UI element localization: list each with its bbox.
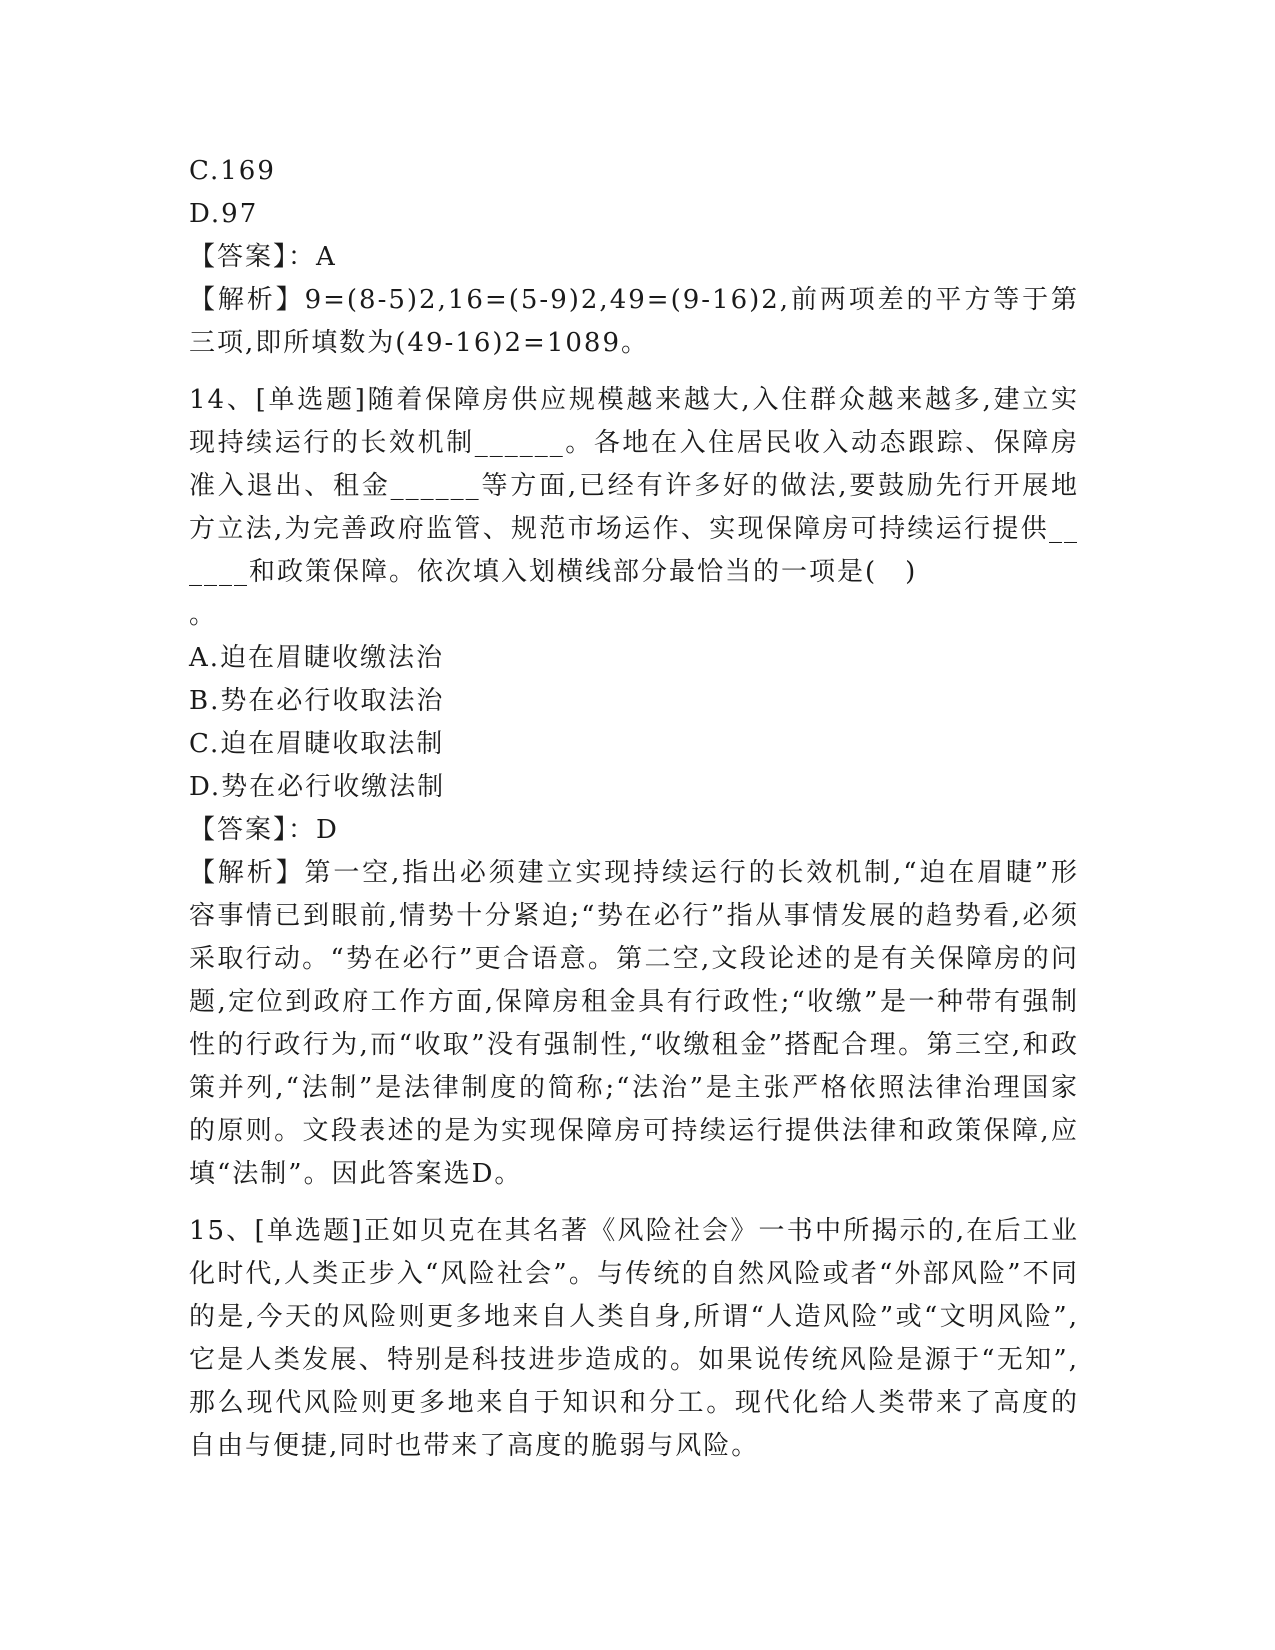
- q14-option-c: C.迫在眉睫收取法制: [189, 729, 445, 759]
- q13-option-d: D.97: [189, 199, 259, 229]
- q15-stem: 15、[单选题]正如贝克在其名著《风险社会》一书中所揭示的,在后工业化时代,人类正步入“风险社会”。与传统的自然风险或者“外部风险”不同的是,今天的风险则更多地来自人类自身,所谓“人造风险”或“文明风险”,它是人类发展、特别是科技进步造成的。如果说传统风险是源于“无知”,那么现代风险则更多地来自于知识和分工。现代化给人类带来了高度的自由与便捷,同时也带来了高度的脆弱与风险。: [189, 1216, 1079, 1461]
- spacer: [189, 1196, 1079, 1210]
- q13-analysis: 【解析】9=(8-5)2,16=(5-9)2,49=(9-16)2,前两项差的平方等于第三项,即所填数为(49-16)2=1089。: [189, 285, 1079, 358]
- q14-stem: 14、[单选题]随着保障房供应规模越来越大,入住群众越来越多,建立实现持续运行的长效机制______。各地在入住居民收入动态跟踪、保障房准入退出、租金______等方面,已经有许多好的做法,要鼓励先行开展地方立法,为完善政府监管、规范市场运作、实现保障房可持续运行提供______和政策保障。依次填入划横线部分最恰当的一项是( ): [189, 385, 1079, 587]
- q13-option-c: C.169: [189, 156, 276, 186]
- spacer: [189, 365, 1079, 379]
- q14-stem-tail: 。: [189, 600, 218, 630]
- q14-option-d: D.势在必行收缴法制: [189, 772, 446, 802]
- q14-option-b: B.势在必行收取法治: [189, 686, 445, 716]
- q14-option-a: A.迫在眉睫收缴法治: [189, 643, 445, 673]
- document-page: [189, 150, 1079, 1468]
- q14-analysis: 【解析】第一空,指出必须建立实现持续运行的长效机制,“迫在眉睫”形容事情已到眼前,情势十分紧迫;“势在必行”指从事情发展的趋势看,必须采取行动。“势在必行”更合语意。第二空,文段论述的是有关保障房的问题,定位到政府工作方面,保障房租金具有行政性;“收缴”是一种带有强制性的行政行为,而“收取”没有强制性,“收缴租金”搭配合理。第三空,和政策并列,“法制”是法律制度的简称;“法治”是主张严格依照法律治理国家的原则。文段表述的是为实现保障房可持续运行提供法律和政策保障,应填“法制”。因此答案选D。: [189, 858, 1079, 1189]
- q14-answer: 【答案】：D: [189, 815, 339, 845]
- q13-answer: 【答案】：A: [189, 242, 337, 272]
